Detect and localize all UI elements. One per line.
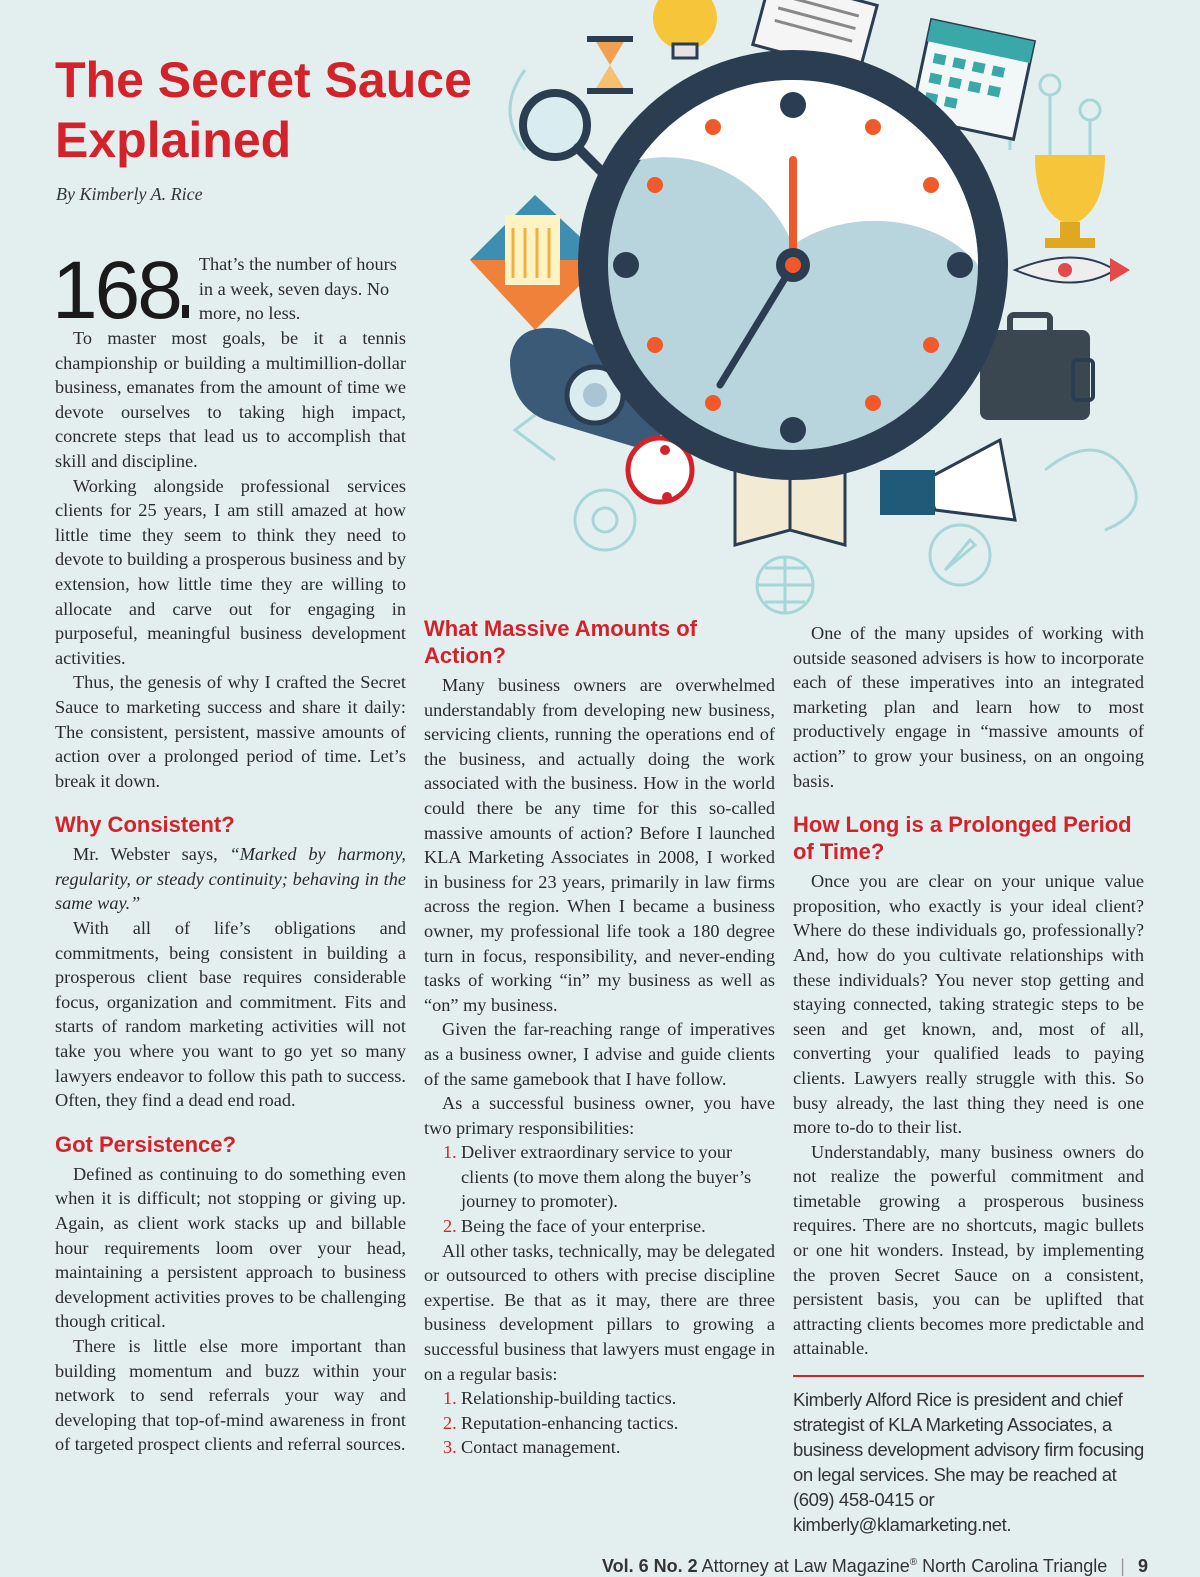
page-footer (602, 1556, 1148, 1577)
paragraph: As a successful business owner, you have two primary responsibilities: (424, 1093, 775, 1138)
paragraph: Thus, the genesis of why I crafted the Secret Sauce to marketing success and share it daily: The consistent, persistent, massive amounts of action over a prolonged period of time. Let’s break it down. (55, 672, 406, 791)
pillars-list (424, 1386, 775, 1460)
list-item: 1. Deliver extraordinary service to your clients (to move them along the buyer’s journey to promoter). (443, 1142, 752, 1212)
trophy-icon (1035, 155, 1105, 248)
list-item: 2. Being the face of your enterprise. (443, 1216, 706, 1237)
definition-quote: “Marked by harmony, regularity, or steady continuity; behaving in the same way.” (55, 844, 406, 914)
article-column-3 (793, 621, 1144, 1537)
paragraph: To master most goals, be it a tennis championship or building a multimillion-dollar business, emanates from the amount of time we devote ourselves to taking high impact, concrete steps that lead us to accomplish that skill and discipline. (55, 328, 406, 471)
footer-volume: Vol. 6 No. 2 (601, 1556, 698, 1576)
footer-separator: | (1120, 1556, 1125, 1576)
paragraph: Defined as continuing to do something even when it is difficult; not stopping or giving up. Again, as client work stacks up and billable hour requirements loom over your head, maintaining a persistent approach to business development activities proves to be challenging though critical. (55, 1163, 406, 1332)
page-number: 9 (1137, 1556, 1148, 1576)
footer-edition: North Carolina Triangle (922, 1556, 1108, 1576)
compass-icon (930, 525, 990, 585)
paragraph: Many business owners are overwhelmed understandably from developing new business, servicing clients, running the operations end of the business, and actually doing the work associated with the business. How in the world could there be any time for this so-called massive amounts of action? Before I launched KLA Marketing Associates in 2008, I worked in business for 23 years, primarily in law firms across the region. When I became a business owner, my professional life took a 180 degree turn in focus, responsibility, and never-ending tasks of working “in” my business as well as “on” my business. (424, 675, 775, 1015)
footer-reg-mark: ® (909, 1557, 918, 1568)
section-heading-massive-action: What Massive Amounts of Action? (424, 616, 697, 668)
paragraph: One of the many upsides of working with outside seasoned advisers is how to incorporate each of these imperatives into an integrated marketing plan and learn how to most productively engage in “massive amounts of action” to grow your business, on an ongoing basis. (793, 623, 1144, 791)
hourglass-icon (587, 36, 633, 94)
list-item: 3. Contact management. (443, 1437, 621, 1458)
section-heading-persistence: Got Persistence? (55, 1131, 236, 1157)
paragraph: Given the far-reaching range of imperatives as a business owner, I advise and guide clients of the same gamebook that I have follow. (424, 1019, 775, 1089)
rocket-icon (1015, 258, 1130, 283)
section-heading-consistent: Why Consistent? (55, 812, 235, 838)
intro-text: That’s the number of hours in a week, seven days. No more, no less. (198, 254, 397, 324)
definition-paragraph: Mr. Webster says, “Marked by harmony, regularity, or steady continuity; behaving in the same way.” (55, 844, 406, 914)
divider (793, 1375, 1144, 1377)
byline: By Kimberly A. Rice (56, 184, 203, 204)
list-item: 2. Reputation-enhancing tactics. (443, 1412, 679, 1433)
section-heading-prolonged: How Long is a Prolonged Period of Time? (793, 812, 1132, 865)
clock-illustration (455, 0, 1200, 615)
dropcap-number: 168 (52, 256, 189, 326)
paragraph: All other tasks, technically, may be delegated or outsourced to others with precise discipline expertise. Be that as it may, there are three business development pillars to growing a successful business that lawyers must engage in on a regular basis: (424, 1240, 775, 1384)
paragraph: Once you are clear on your unique value proposition, who exactly is your ideal client? Where do these individuals go, professionally? And, how do you cultivate relationships with these individuals? You never stop getting and staying connected, taking strategic steps to be seen and get known, and, most of all, converting your qualified leads to paying clients. Lawyers really struggle with this. So busy already, the last thing they need is one more to-do to their list. (793, 871, 1144, 1138)
paragraph: There is little else more important than building momentum and buzz within your network to send referrals your way and developing that top-of-mind awareness in front of targeted prospect clients and referral sources. (55, 1335, 406, 1455)
list-item: 1. Relationship-building tactics. (443, 1388, 677, 1409)
paragraph: Understandably, many business owners do not realize the powerful commitment and timetable growing a prosperous business requires. There are no shortcuts, magic bullets or one hit wonders. Instead, by implementing the proven Secret Sauce on a consistent, persistent basis, you can be uplifted that attracting clients becomes more predictable and attainable. (793, 1141, 1144, 1359)
article-column-2 (424, 615, 775, 1460)
paragraph: Working alongside professional services clients for 25 years, I am still amazed at how little time they seem to think they need to devote to building a prosperous business and by extension, how little time they are willing to allocate and carve out for engaging in purposeful, meaningful business development activities. (55, 475, 406, 668)
clock-icon (578, 50, 1008, 480)
responsibilities-list (424, 1140, 775, 1238)
author-bio: Kimberly Alford Rice is president and chief strategist of KLA Marketing Associates, a business development advisory firm focusing on legal services. She may be reached at (609) 458-0415 or kimberly@klamarketing.net. (793, 1389, 1144, 1536)
gear-icon (575, 490, 635, 550)
paragraph: With all of life’s obligations and commitments, being consistent in building a prosperous client base requires considerable focus, organization and commitment. Fits and starts of random marketing activities will not take you where you want to go yet so many lawyers endeavor to follow this path to success. Often, they find a dead end road. (55, 918, 406, 1111)
magnifier-icon (523, 93, 605, 175)
footer-magazine: Attorney at Law Magazine (701, 1556, 910, 1576)
article-column-1 (52, 245, 406, 1457)
lightbulb-icon (653, 0, 717, 58)
article-title: The Secret Sauce Explained (55, 52, 472, 168)
megaphone-icon (880, 440, 1015, 520)
